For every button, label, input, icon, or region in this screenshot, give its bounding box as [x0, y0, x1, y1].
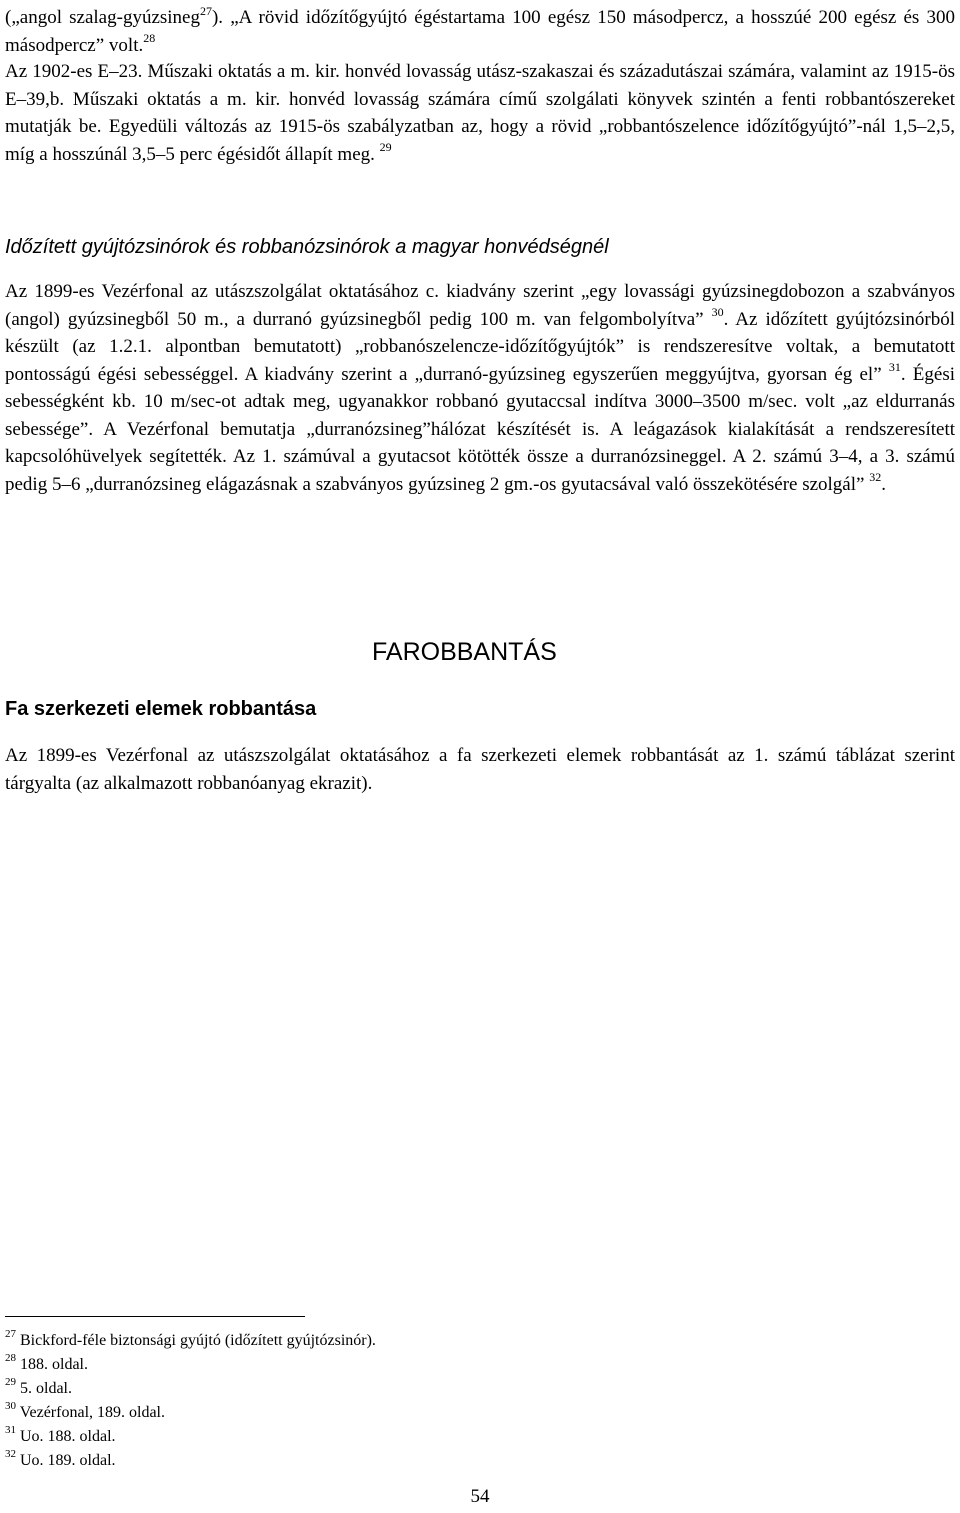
- footnote-ref[interactable]: 29: [379, 140, 392, 155]
- footnote-number: 30: [5, 1399, 16, 1412]
- footnote-number: 32: [5, 1447, 16, 1460]
- footnote-ref[interactable]: 27: [199, 3, 212, 18]
- subsection-heading: Fa szerkezeti elemek robbantása: [5, 698, 317, 720]
- footnote-text: Uo. 188. oldal.: [20, 1428, 116, 1445]
- text-run: Az 1899-es Vezérfonal az utászszolgálat oktatásához a fa szerkezeti elemek robbantását az 1. számú táblázat szerint tárgyalta (az alkalmazott robbanóanyag ekrazit).: [5, 745, 955, 794]
- footnote-list: [5, 1329, 376, 1473]
- text-run: .: [881, 473, 886, 495]
- text-run: („angol szalag-gyúzsineg: [5, 7, 200, 28]
- section-heading: Időzített gyújtózsinórok és robbanózsinórok a magyar honvédségnél: [5, 236, 609, 258]
- text-run: . Égési sebességként kb. 10 m/sec-ot adtak meg, ugyanakkor robbanó gyutaccsal indítva 3000–3500 m/sec. volt „az eldurranás sebessége”. A Vezérfonal bemutatja „durranózsineg”hálózat készítését is. A leágazások kialakítását a rendszeresített kapcsolóhüvelyek segítették. Az 1. számúval a gyutacsot kötötték össze a durranózsineggel. A 2. számú 3–4, a 3. számú pedig 5–6 „durranózsineg elágazásnak a szabványos gyúzsineg 2 gm.-os gyutacsával való összekötésére szolgál”: [5, 363, 956, 495]
- footnote-text: Vezérfonal, 189. oldal.: [19, 1404, 165, 1421]
- footnote-ref[interactable]: 31: [888, 360, 901, 375]
- footnote-ref[interactable]: 32: [869, 470, 882, 485]
- footnote-item: [5, 1377, 376, 1401]
- footnote-text: 188. oldal.: [20, 1356, 88, 1373]
- text-run: ). „A rövid időzítőgyújtó égéstartama 100 egész 150 másodpercz, a hosszúé 200 egész és 300 másodpercz” volt.: [5, 7, 955, 56]
- text-run: . Az időzített gyújtózsinórból készült (az 1.2.1. alpontban bemutatott) „robbanószelencze-időzítőgyújtók” is rendszeresítve voltak, a bemutatott pontosságú égési sebességgel. A kiadvány szerint a „durranó-gyúzsineg egyszerűen meggyújtva, gyorsan ég el”: [5, 308, 956, 385]
- text-run: Az 1899-es Vezérfonal az utászszolgálat oktatásához c. kiadvány szerint „egy lovassági gyúzsinegdobozon a szabványos (angol) gyúzsinegből 50 m., a durranó gyúzsinegből pedig 100 m. van felgombolyítva”: [5, 281, 955, 330]
- footnote-separator: [5, 1316, 305, 1317]
- footnote-item: [5, 1329, 376, 1353]
- page-number: 54: [470, 1486, 490, 1507]
- footnote-number: 31: [5, 1423, 16, 1436]
- footnote-text: Bickford-féle biztonsági gyújtó (időzített gyújtózsinór).: [20, 1332, 376, 1349]
- footnote-ref[interactable]: 30: [711, 305, 724, 320]
- footnote-number: 27: [5, 1327, 16, 1340]
- paragraph-regulations: [5, 58, 955, 168]
- footnote-number: 28: [5, 1351, 16, 1364]
- paragraph-vezerfonal: [5, 278, 955, 498]
- footnote-item: [5, 1353, 376, 1377]
- footnote-number: 29: [5, 1375, 16, 1388]
- footnote-text: Uo. 189. oldal.: [20, 1452, 116, 1469]
- footnote-ref[interactable]: 28: [143, 31, 156, 46]
- footnote-item: [5, 1449, 376, 1473]
- paragraph-wood-elements: [5, 742, 955, 797]
- footnote-text: 5. oldal.: [20, 1380, 72, 1397]
- footnote-item: [5, 1401, 376, 1425]
- chapter-title: FAROBBANTÁS: [372, 638, 557, 666]
- paragraph-intro: [5, 4, 955, 59]
- text-run: Az 1902-es E–23. Műszaki oktatás a m. kir. honvéd lovasság utász-szakaszai és századutászai számára, valamint az 1915-ös E–39,b. Műszaki oktatás a m. kir. honvéd lovasság számára című szolgálati könyvek szintén a fenti robbantószereket mutatják be. Egyedüli változás az 1915-ös szabályzatban az, hogy a rövid „robbantószelence időzítőgyújtó”-nál 1,5–2,5, míg a hosszúnál 3,5–5 perc égésidőt állapít meg.: [5, 61, 955, 165]
- footnote-item: [5, 1425, 376, 1449]
